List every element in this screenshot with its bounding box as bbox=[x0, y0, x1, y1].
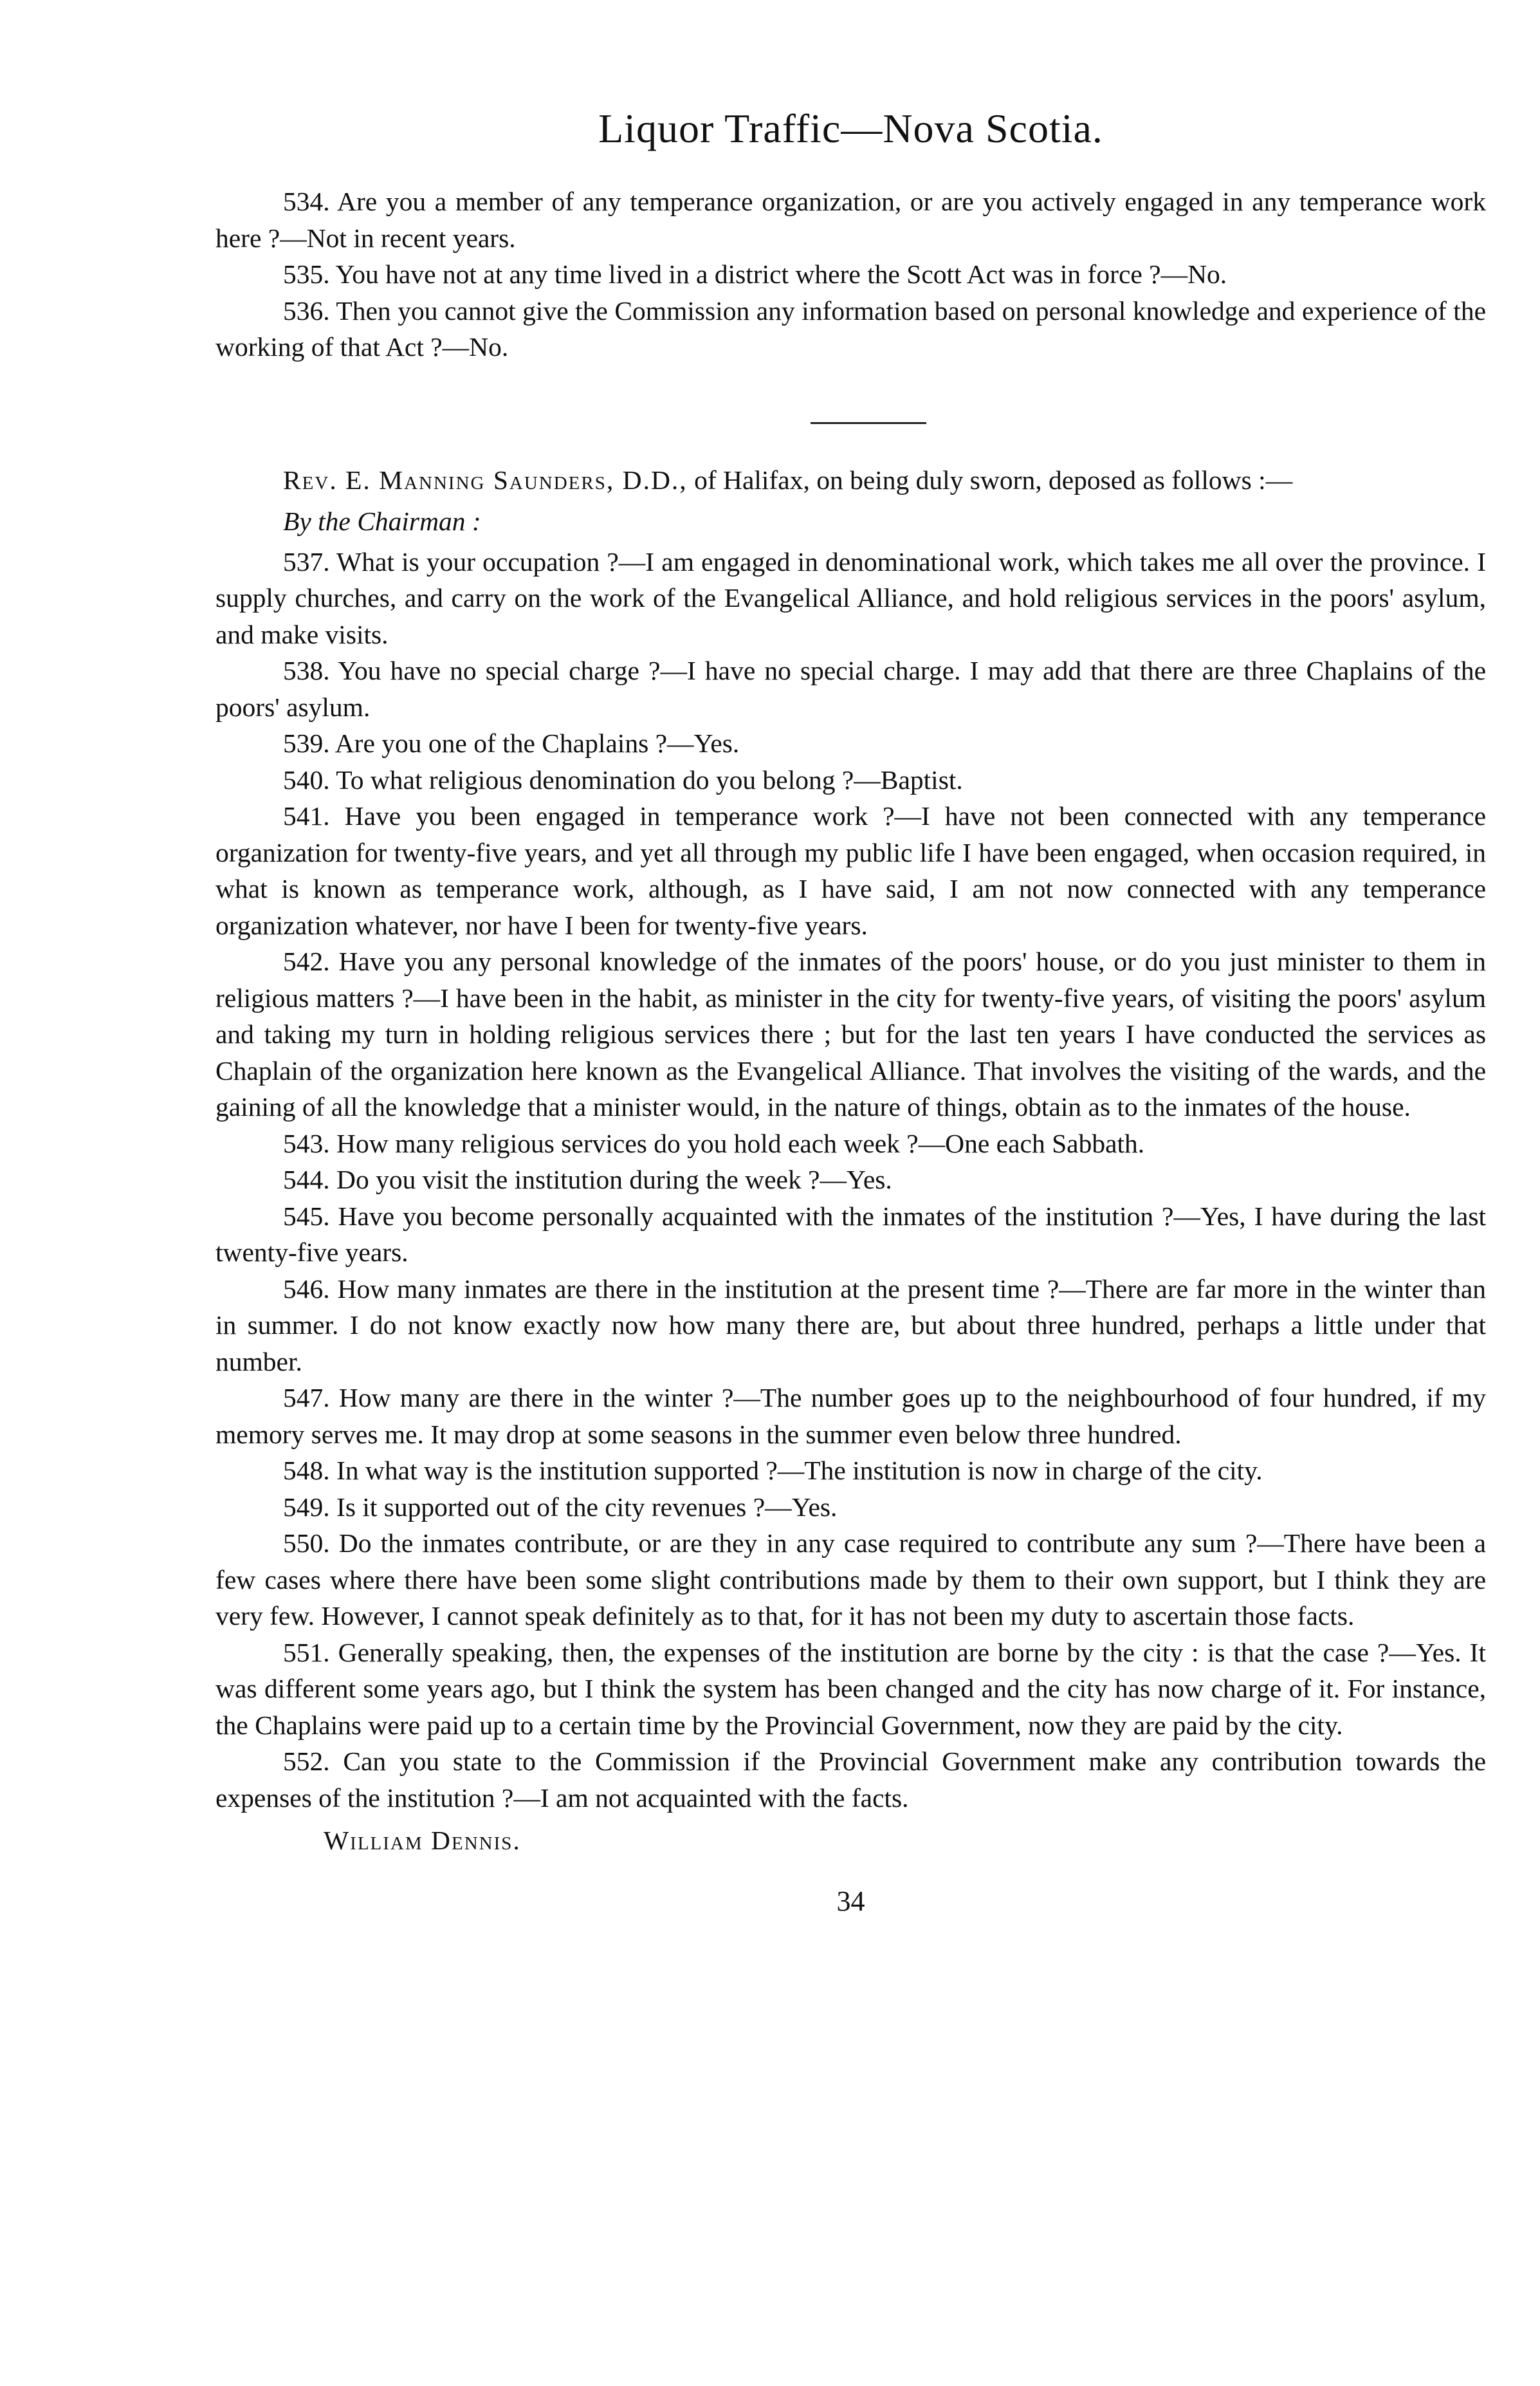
qa-paragraph: 551. Generally speaking, then, the expenses of the institution are borne by the city : is that the case ?—Yes. It was different some years ago, but I think the system has been changed and the city has now charge of it. For instance, the Chaplains were paid up to a certain time by the Provincial Government, now they are paid by the city. bbox=[215, 1637, 1486, 1740]
testimony-before bbox=[215, 183, 1486, 365]
qa-paragraph: 545. Have you become personally acquainted with the inmates of the institution ?—Yes, I have during the last twenty-five years. bbox=[215, 1201, 1486, 1268]
qa-paragraph: 534. Are you a member of any temperance organization, or are you actively engaged in any temperance work here ?—Not in recent years. bbox=[215, 187, 1486, 253]
qa-paragraph: 549. Is it supported out of the city revenues ?—Yes. bbox=[283, 1492, 838, 1522]
qa-paragraph: 537. What is your occupation ?—I am engaged in denominational work, which takes me all over the province. I supply churches, and carry on the work of the Evangelical Alliance, and hold religious services in the poors' asylum, and make visits. bbox=[215, 546, 1486, 649]
testimony-after bbox=[215, 544, 1486, 1817]
qa-paragraph: 541. Have you been engaged in temperance work ?—I have not been connected with any temperance organization for twenty-five years, and yet all through my public life I have been engaged, when occasion required, in what is known as temperance work, although, as I have said, I am not now connected with any temperance organization whatever, nor have I been for twenty-five years. bbox=[215, 801, 1486, 940]
qa-paragraph: 546. How many inmates are there in the institution at the present time ?—There are far more in the winter than in summer. I do not know exactly now how many there are, but about three hundred, perhaps a little under that number. bbox=[215, 1273, 1486, 1376]
qa-paragraph: 540. To what religious denomination do you belong ?—Baptist. bbox=[283, 764, 963, 795]
witness-signature: William Dennis. bbox=[324, 1826, 521, 1856]
examiner-heading: By the Chairman : bbox=[283, 506, 481, 537]
qa-paragraph: 539. Are you one of the Chaplains ?—Yes. bbox=[283, 728, 740, 759]
qa-paragraph: 548. In what way is the institution supported ?—The institution is now in charge of the city. bbox=[283, 1456, 1263, 1486]
qa-paragraph: 542. Have you any personal knowledge of the inmates of the poors' house, or do you just minister to them in religious matters ?—I have been in the habit, as minister in the city for twenty-five years, of visiting the poors' asylum and taking my turn in holding religious services there ; but for the last ten years I have conducted the services as Chaplain of the organization here known as the Evangelical Alliance. That involves the visiting of the wards, and the gaining of all the knowledge that a minister would, in the nature of things, obtain as to the inmates of the house. bbox=[215, 947, 1486, 1122]
qa-paragraph: 536. Then you cannot give the Commission any information based on personal knowledge and experience of the working of that Act ?—No. bbox=[215, 295, 1486, 362]
section-divider bbox=[811, 422, 926, 424]
witness-introduction bbox=[215, 462, 1486, 499]
qa-paragraph: 543. How many religious services do you hold each week ?—One each Sabbath. bbox=[283, 1128, 1145, 1158]
witness-intro-text: of Halifax, on being duly sworn, deposed as follows :— bbox=[687, 465, 1293, 495]
qa-paragraph: 544. Do you visit the institution during the week ?—Yes. bbox=[283, 1165, 892, 1195]
qa-paragraph: 547. How many are there in the winter ?—The number goes up to the neighbourhood of four hundred, if my memory serves me. It may drop at some seasons in the summer even below three hundred. bbox=[215, 1383, 1486, 1449]
witness-name: Rev. E. Manning Saunders, D.D., bbox=[283, 465, 688, 495]
qa-paragraph: 538. You have no special charge ?—I have no special charge. I may add that there are three Chaplains of the poors' asylum. bbox=[215, 656, 1486, 722]
page-number: 34 bbox=[836, 1885, 865, 1917]
qa-paragraph: 550. Do the inmates contribute, or are they in any case required to contribute any sum ?—There have been a few cases where there have been some slight contributions made by them to their own support, but I think they are very few. However, I cannot speak definitely as to that, for it has not been my duty to ascertain those facts. bbox=[215, 1528, 1486, 1631]
qa-paragraph: 535. You have not at any time lived in a district where the Scott Act was in force ?—No. bbox=[283, 259, 1227, 290]
document-page bbox=[215, 106, 1486, 1918]
qa-paragraph: 552. Can you state to the Commission if the Provincial Government make any contribution towards the expenses of the institution ?—I am not acquainted with the facts. bbox=[215, 1746, 1486, 1813]
running-head: Liquor Traffic—Nova Scotia. bbox=[598, 106, 1103, 151]
section-divider-wrap bbox=[215, 365, 1486, 462]
